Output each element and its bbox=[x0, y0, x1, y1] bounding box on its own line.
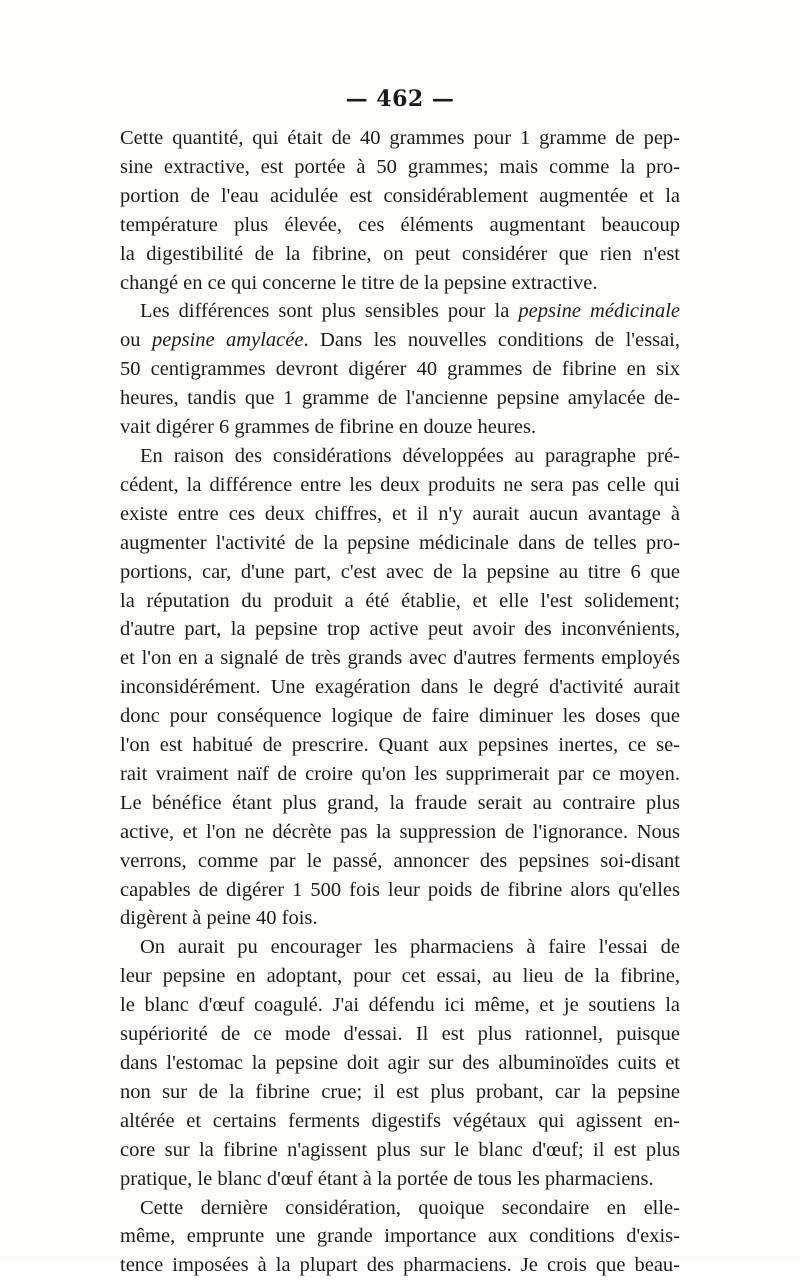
text-line: supériorité de ce mode d'essai. Il est plus rationnel, puisque bbox=[120, 1023, 680, 1046]
text-line: Le bénéfice étant plus grand, la fraude serait au contraire plus bbox=[120, 791, 680, 814]
text-line: la digestibilité de la fibrine, on peut considérer que rien n'est bbox=[120, 242, 680, 265]
text-line: changé en ce qui concerne le titre de la pepsine extractive. bbox=[120, 271, 598, 294]
body-text bbox=[120, 124, 680, 1280]
text-line: pratique, le blanc d'œuf étant à la portée de tous les pharmaciens. bbox=[120, 1167, 654, 1190]
text-line: sine extractive, est portée à 50 grammes; mais comme la pro- bbox=[120, 155, 680, 178]
text-line: capables de digérer 1 500 fois leur poids de fibrine alors qu'elles bbox=[120, 878, 680, 901]
paragraph bbox=[120, 1194, 680, 1280]
text-line: même, emprunte une grande importance aux conditions d'exis- bbox=[120, 1225, 680, 1248]
paragraph bbox=[120, 297, 680, 442]
text-line: la réputation du produit a été établie, et elle l'est solidement; bbox=[120, 589, 680, 612]
italic-term: pepsine amylacée bbox=[151, 329, 304, 352]
text-line: portion de l'eau acidulée est considérablement augmentée et la bbox=[120, 184, 680, 207]
text-line: verrons, comme par le passé, annoncer des pepsines soi-disant bbox=[120, 849, 680, 872]
italic-term: pepsine médicinale bbox=[518, 300, 680, 323]
text-line: inconsidérément. Une exagération dans le degré d'activité aurait bbox=[120, 676, 680, 699]
paragraph bbox=[120, 124, 680, 297]
text-line: 50 centigrammes devront digérer 40 grammes de fibrine en six bbox=[120, 358, 680, 381]
text-run: . Dans les nouvelles conditions de l'essai, bbox=[303, 329, 680, 352]
page-number: — 462 — bbox=[345, 86, 455, 112]
text-line: tence imposées à la plupart des pharmaciens. Je crois que beau- bbox=[120, 1254, 680, 1277]
text-line: le blanc d'œuf coagulé. J'ai défendu ici même, et je soutiens la bbox=[120, 994, 680, 1017]
text-line: Cette quantité, qui était de 40 grammes pour 1 gramme de pep- bbox=[120, 127, 680, 149]
text-line: En raison des considérations développées au paragraphe pré- bbox=[140, 444, 680, 467]
text-run: ou bbox=[120, 329, 152, 352]
text-line: portions, car, d'une part, c'est avec de la pepsine au titre 6 que bbox=[120, 560, 680, 583]
text-line: existe entre ces deux chiffres, et il n'y aurait aucun avantage à bbox=[120, 502, 680, 525]
text-line: rait vraiment naïf de croire qu'on les supprimerait par ce moyen. bbox=[120, 762, 680, 785]
text-line bbox=[120, 326, 680, 355]
paragraph bbox=[120, 933, 680, 1193]
text-line: donc pour conséquence logique de faire diminuer les doses que bbox=[120, 705, 680, 728]
text-line: altérée et certains ferments digestifs végétaux qui agissent en- bbox=[120, 1109, 680, 1132]
text-line: core sur la fibrine n'agissent plus sur le blanc d'œuf; il est plus bbox=[120, 1138, 680, 1161]
text-line: vait digérer 6 grammes de fibrine en douze heures. bbox=[120, 416, 537, 439]
text-line: Cette dernière considération, quoique secondaire en elle- bbox=[140, 1196, 680, 1219]
text-line: et l'on en a signalé de très grands avec d'autres ferments employés bbox=[120, 647, 680, 670]
text-line: d'autre part, la pepsine trop active peut avoir des inconvénients, bbox=[120, 618, 680, 641]
text-line: l'on est habitué de prescrire. Quant aux pepsines inertes, ce se- bbox=[120, 734, 680, 757]
text-line: On aurait pu encourager les pharmaciens à faire l'essai de bbox=[140, 936, 680, 959]
text-line: cédent, la différence entre les deux produits ne sera pas celle qui bbox=[120, 473, 680, 496]
text-line: active, et l'on ne décrète pas la suppression de l'ignorance. Nous bbox=[120, 820, 680, 843]
text-line: heures, tandis que 1 gramme de l'ancienne pepsine amylacée de- bbox=[120, 387, 680, 410]
text-line: digèrent à peine 40 fois. bbox=[120, 907, 318, 930]
text-run: Les différences sont plus sensibles pour la bbox=[140, 300, 519, 323]
text-line: augmenter l'activité de la pepsine médicinale dans de telles pro- bbox=[120, 531, 680, 554]
text-line: non sur de la fibrine crue; il est plus probant, car la pepsine bbox=[120, 1080, 680, 1103]
paragraph bbox=[120, 442, 680, 933]
text-line: leur pepsine en adoptant, pour cet essai, au lieu de la fibrine, bbox=[120, 965, 680, 988]
text-line: dans l'estomac la pepsine doit agir sur des albuminoïdes cuits et bbox=[120, 1052, 680, 1074]
text-line: température plus élevée, ces éléments augmentant beaucoup bbox=[120, 213, 680, 236]
text-line bbox=[120, 297, 680, 326]
